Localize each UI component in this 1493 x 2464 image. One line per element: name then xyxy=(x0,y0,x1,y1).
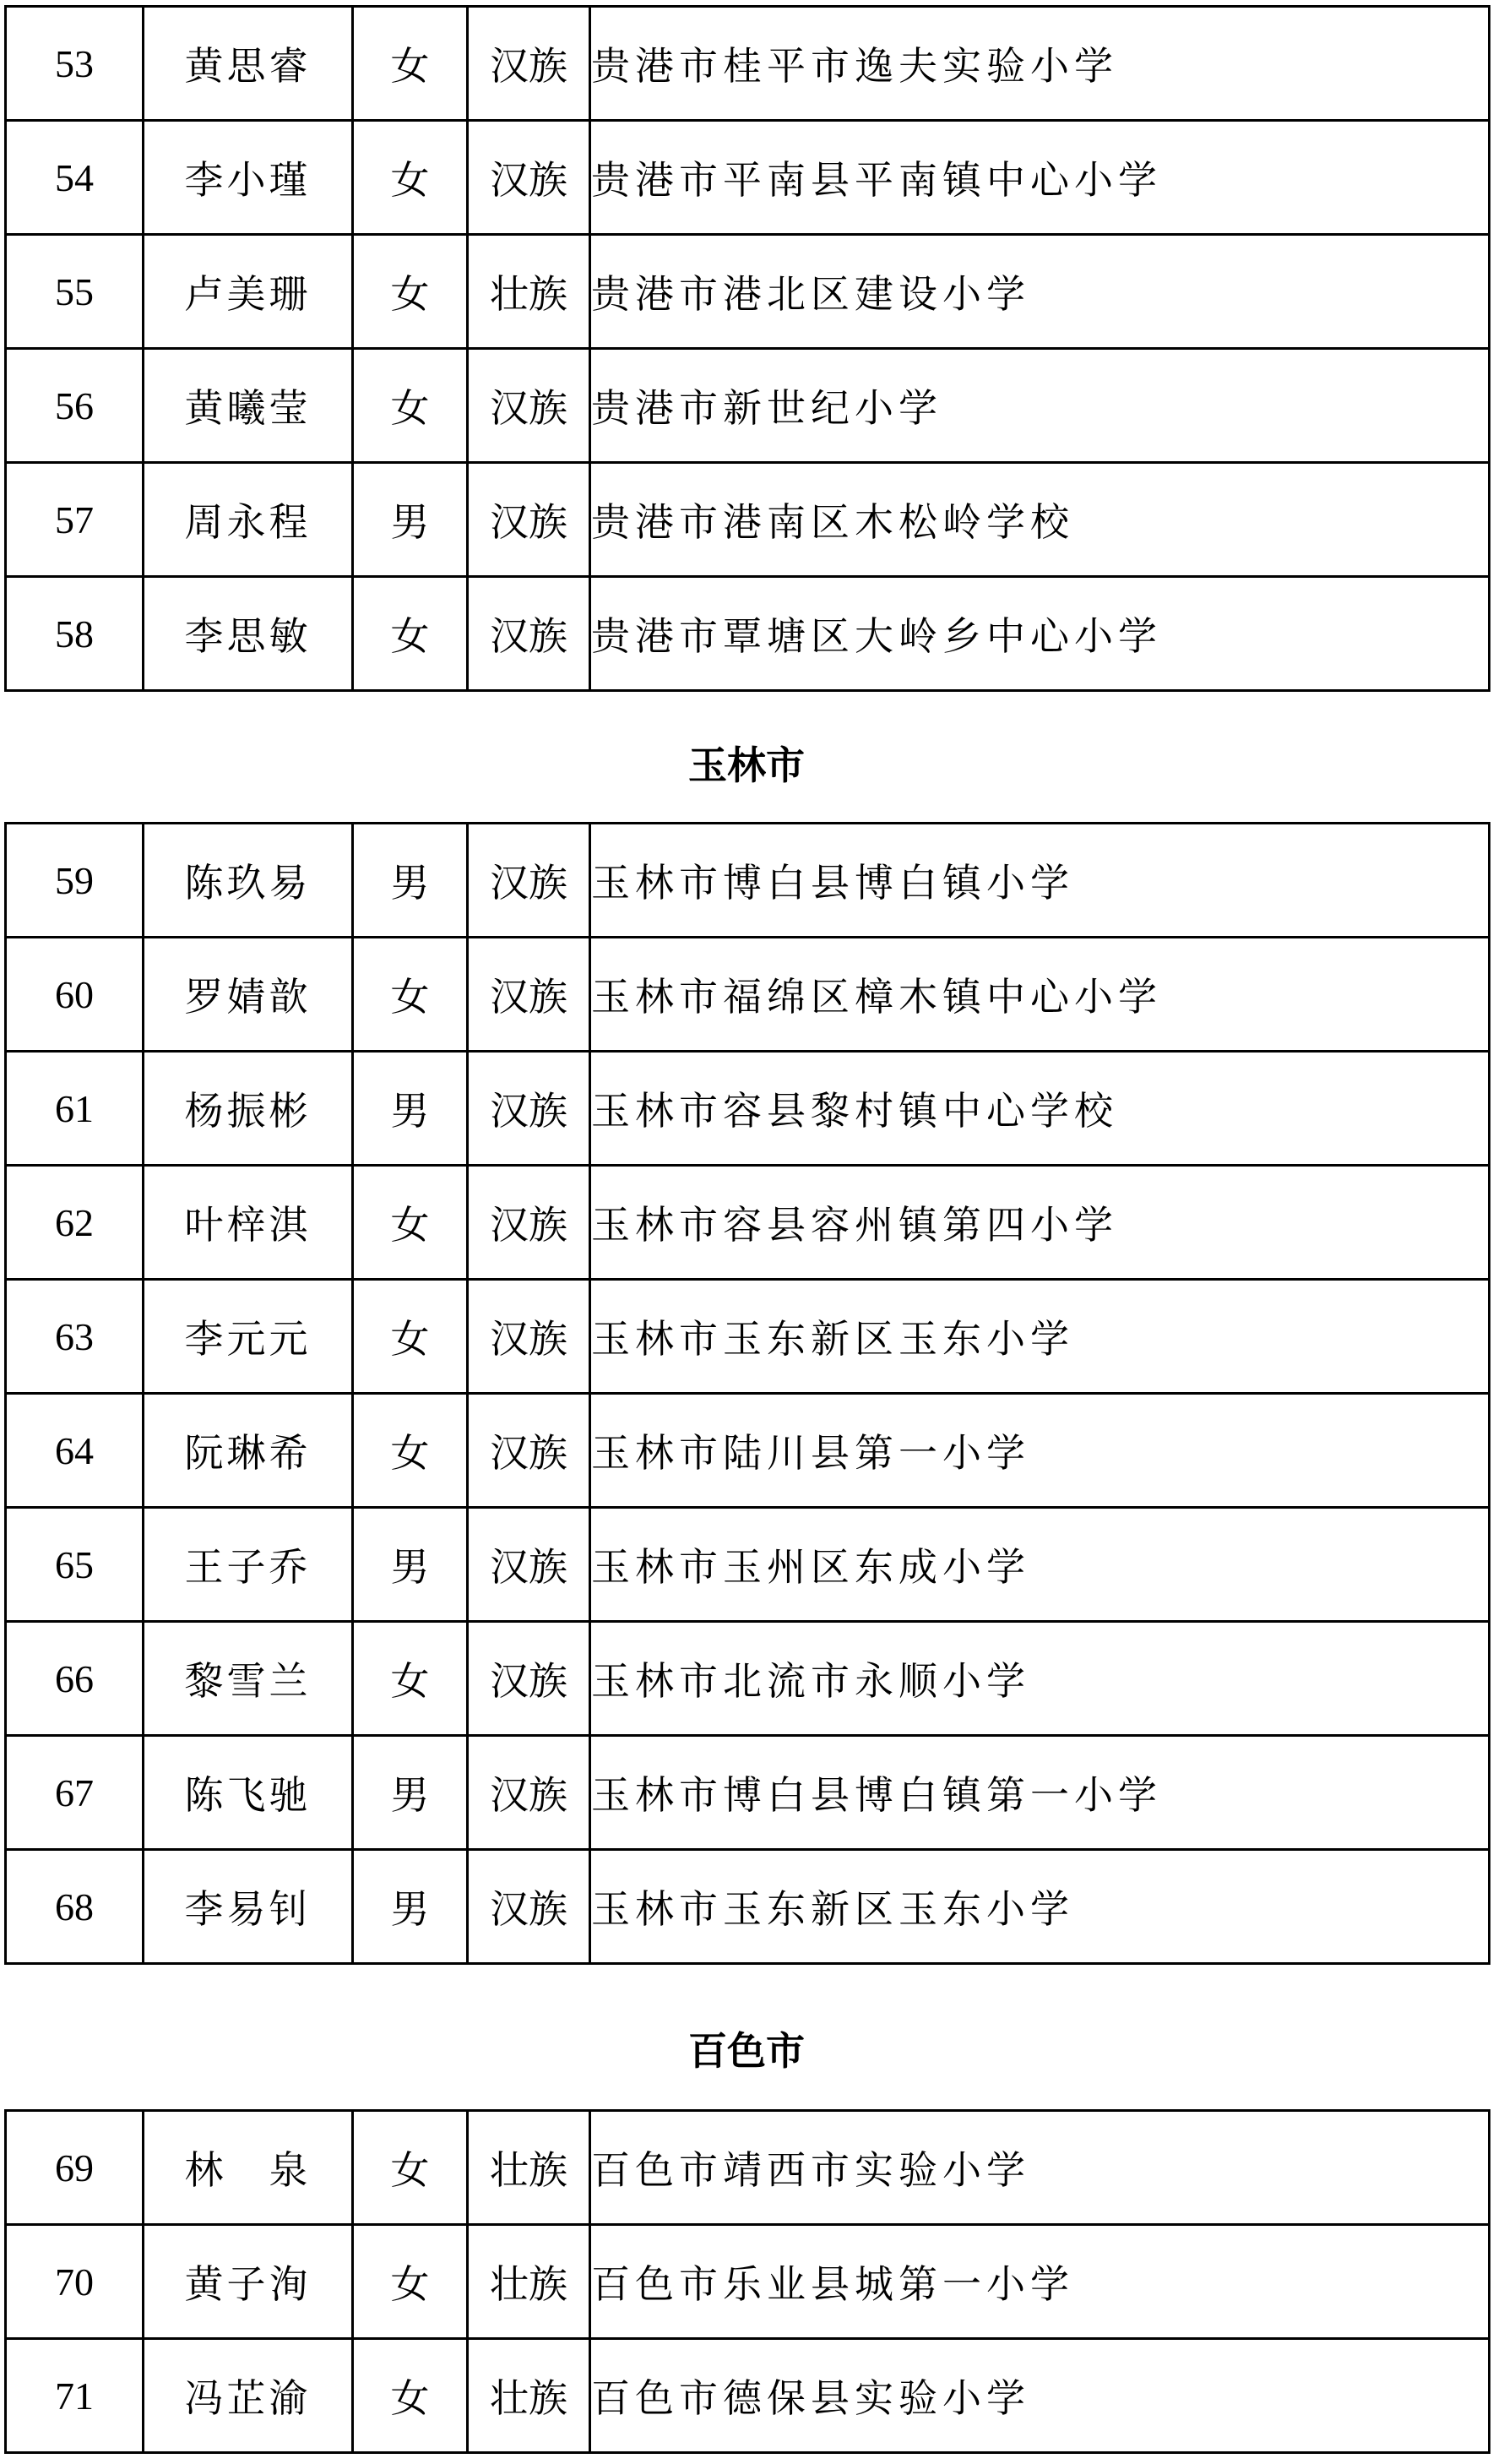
ethnicity-cell: 汉族 xyxy=(468,1850,590,1964)
gender-cell: 女 xyxy=(353,235,468,349)
student-name-cell: 李小瑾 xyxy=(144,121,353,235)
row-number-cell: 53 xyxy=(6,7,144,121)
table-row xyxy=(6,121,1490,235)
school-name-cell: 玉林市玉东新区玉东小学 xyxy=(590,1280,1490,1394)
table-row xyxy=(6,1052,1490,1166)
gender-cell: 女 xyxy=(353,1166,468,1280)
student-name-cell: 林 泉 xyxy=(144,2111,353,2225)
ethnicity-cell: 汉族 xyxy=(468,938,590,1052)
gender-cell: 男 xyxy=(353,1736,468,1850)
school-name-cell: 玉林市玉东新区玉东小学 xyxy=(590,1850,1490,1964)
student-name-cell: 冯芷渝 xyxy=(144,2339,353,2453)
student-name-cell: 黎雪兰 xyxy=(144,1622,353,1736)
student-name-cell: 卢美珊 xyxy=(144,235,353,349)
student-name-cell: 黄思睿 xyxy=(144,7,353,121)
table-row xyxy=(6,7,1490,121)
ethnicity-cell: 汉族 xyxy=(468,1280,590,1394)
school-name-cell: 玉林市博白县博白镇第一小学 xyxy=(590,1736,1490,1850)
ethnicity-cell: 汉族 xyxy=(468,1622,590,1736)
school-name-cell: 玉林市玉州区东成小学 xyxy=(590,1508,1490,1622)
table-row xyxy=(6,824,1490,938)
table-row xyxy=(6,1622,1490,1736)
school-name-cell: 百色市德保县实验小学 xyxy=(590,2339,1490,2453)
table-row xyxy=(6,235,1490,349)
school-name-cell: 贵港市桂平市逸夫实验小学 xyxy=(590,7,1490,121)
table-row xyxy=(6,577,1490,691)
ethnicity-cell: 壮族 xyxy=(468,2225,590,2339)
row-number-cell: 57 xyxy=(6,463,144,577)
student-name-cell: 陈玖易 xyxy=(144,824,353,938)
row-number-cell: 71 xyxy=(6,2339,144,2453)
school-name-cell: 玉林市陆川县第一小学 xyxy=(590,1394,1490,1508)
school-name-cell: 玉林市容县容州镇第四小学 xyxy=(590,1166,1490,1280)
school-name-cell: 贵港市港北区建设小学 xyxy=(590,235,1490,349)
row-number-cell: 59 xyxy=(6,824,144,938)
school-name-cell: 贵港市新世纪小学 xyxy=(590,349,1490,463)
region-heading: 玉林市 xyxy=(688,742,805,788)
gender-cell: 男 xyxy=(353,824,468,938)
ethnicity-cell: 汉族 xyxy=(468,463,590,577)
gender-cell: 男 xyxy=(353,463,468,577)
student-name-cell: 阮琳希 xyxy=(144,1394,353,1508)
region-heading: 百色市 xyxy=(688,2028,805,2074)
ethnicity-cell: 汉族 xyxy=(468,824,590,938)
school-name-cell: 百色市靖西市实验小学 xyxy=(590,2111,1490,2225)
row-number-cell: 68 xyxy=(6,1850,144,1964)
row-number-cell: 58 xyxy=(6,577,144,691)
row-number-cell: 67 xyxy=(6,1736,144,1850)
gender-cell: 女 xyxy=(353,1622,468,1736)
gender-cell: 女 xyxy=(353,2111,468,2225)
table-row xyxy=(6,1166,1490,1280)
row-number-cell: 65 xyxy=(6,1508,144,1622)
ethnicity-cell: 壮族 xyxy=(468,235,590,349)
gender-cell: 男 xyxy=(353,1508,468,1622)
table-row xyxy=(6,463,1490,577)
gender-cell: 女 xyxy=(353,1280,468,1394)
student-name-cell: 黄子洵 xyxy=(144,2225,353,2339)
student-name-cell: 李元元 xyxy=(144,1280,353,1394)
student-name-cell: 杨振彬 xyxy=(144,1052,353,1166)
table-row xyxy=(6,1850,1490,1964)
student-name-cell: 王子乔 xyxy=(144,1508,353,1622)
gender-cell: 女 xyxy=(353,2225,468,2339)
row-number-cell: 63 xyxy=(6,1280,144,1394)
student-name-cell: 罗婧歆 xyxy=(144,938,353,1052)
row-number-cell: 60 xyxy=(6,938,144,1052)
gender-cell: 女 xyxy=(353,2339,468,2453)
table-row xyxy=(6,2111,1490,2225)
school-name-cell: 玉林市博白县博白镇小学 xyxy=(590,824,1490,938)
school-name-cell: 贵港市港南区木松岭学校 xyxy=(590,463,1490,577)
roster-table xyxy=(4,822,1490,1965)
table-row xyxy=(6,938,1490,1052)
gender-cell: 女 xyxy=(353,577,468,691)
ethnicity-cell: 汉族 xyxy=(468,1736,590,1850)
ethnicity-cell: 汉族 xyxy=(468,1052,590,1166)
gender-cell: 女 xyxy=(353,938,468,1052)
row-number-cell: 56 xyxy=(6,349,144,463)
school-name-cell: 百色市乐业县城第一小学 xyxy=(590,2225,1490,2339)
row-number-cell: 55 xyxy=(6,235,144,349)
ethnicity-cell: 汉族 xyxy=(468,1166,590,1280)
student-name-cell: 叶梓淇 xyxy=(144,1166,353,1280)
roster-table xyxy=(4,5,1490,692)
school-name-cell: 贵港市覃塘区大岭乡中心小学 xyxy=(590,577,1490,691)
row-number-cell: 61 xyxy=(6,1052,144,1166)
row-number-cell: 62 xyxy=(6,1166,144,1280)
gender-cell: 女 xyxy=(353,121,468,235)
gender-cell: 女 xyxy=(353,7,468,121)
student-name-cell: 陈飞驰 xyxy=(144,1736,353,1850)
row-number-cell: 66 xyxy=(6,1622,144,1736)
student-name-cell: 李易钊 xyxy=(144,1850,353,1964)
ethnicity-cell: 汉族 xyxy=(468,1508,590,1622)
table-row xyxy=(6,349,1490,463)
gender-cell: 男 xyxy=(353,1052,468,1166)
gender-cell: 女 xyxy=(353,1394,468,1508)
ethnicity-cell: 壮族 xyxy=(468,2111,590,2225)
school-name-cell: 玉林市北流市永顺小学 xyxy=(590,1622,1490,1736)
ethnicity-cell: 汉族 xyxy=(468,1394,590,1508)
ethnicity-cell: 壮族 xyxy=(468,2339,590,2453)
table-row xyxy=(6,1394,1490,1508)
student-name-cell: 黄曦莹 xyxy=(144,349,353,463)
gender-cell: 男 xyxy=(353,1850,468,1964)
ethnicity-cell: 汉族 xyxy=(468,121,590,235)
student-name-cell: 周永程 xyxy=(144,463,353,577)
ethnicity-cell: 汉族 xyxy=(468,7,590,121)
row-number-cell: 54 xyxy=(6,121,144,235)
row-number-cell: 70 xyxy=(6,2225,144,2339)
student-name-cell: 李思敏 xyxy=(144,577,353,691)
school-name-cell: 贵港市平南县平南镇中心小学 xyxy=(590,121,1490,235)
table-row xyxy=(6,2339,1490,2453)
table-row xyxy=(6,2225,1490,2339)
school-name-cell: 玉林市福绵区樟木镇中心小学 xyxy=(590,938,1490,1052)
ethnicity-cell: 汉族 xyxy=(468,577,590,691)
row-number-cell: 69 xyxy=(6,2111,144,2225)
table-row xyxy=(6,1280,1490,1394)
table-row xyxy=(6,1736,1490,1850)
gender-cell: 女 xyxy=(353,349,468,463)
ethnicity-cell: 汉族 xyxy=(468,349,590,463)
table-row xyxy=(6,1508,1490,1622)
roster-table xyxy=(4,2109,1490,2454)
row-number-cell: 64 xyxy=(6,1394,144,1508)
school-name-cell: 玉林市容县黎村镇中心学校 xyxy=(590,1052,1490,1166)
